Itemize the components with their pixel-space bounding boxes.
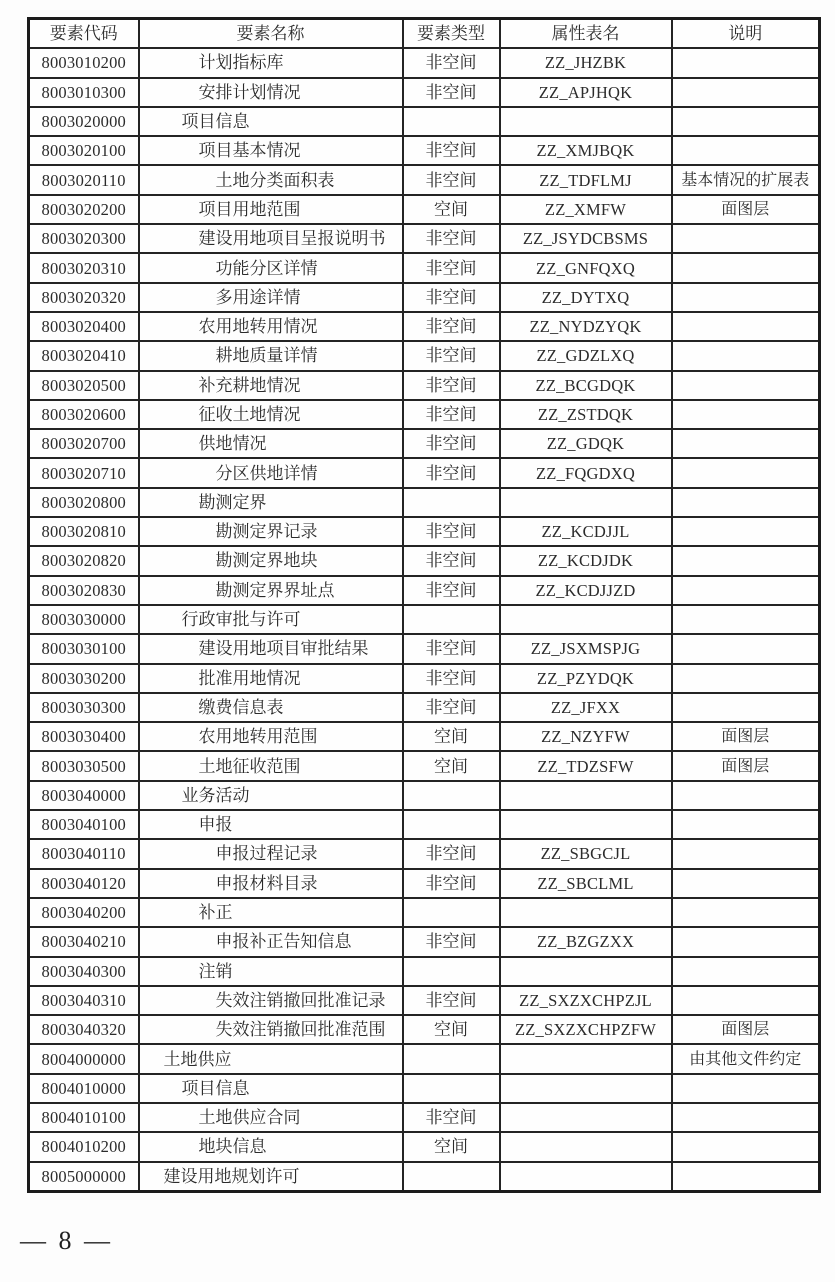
element-code-cell: 8003020410: [29, 341, 139, 370]
element-name-cell: 项目信息: [139, 1074, 403, 1103]
element-code-cell: 8003040110: [29, 839, 139, 868]
table-row: [29, 488, 820, 517]
element-code-cell: 8003040200: [29, 898, 139, 927]
attr-table-name-cell: ZZ_JSYDCBSMS: [500, 224, 672, 253]
column-header-attr-table: 属性表名: [500, 19, 672, 49]
attr-table-name-cell: ZZ_GDZLXQ: [500, 341, 672, 370]
element-code-cell: 8003040120: [29, 869, 139, 898]
table-row: [29, 1015, 820, 1044]
note-cell: [672, 312, 820, 341]
note-cell: [672, 136, 820, 165]
element-code-cell: 8004010100: [29, 1103, 139, 1132]
table-row: [29, 341, 820, 370]
attr-table-name-cell: ZZ_XMJBQK: [500, 136, 672, 165]
note-cell: [672, 957, 820, 986]
note-cell: [672, 1074, 820, 1103]
note-cell: [672, 253, 820, 282]
element-code-cell: 8003030500: [29, 751, 139, 780]
element-type-cell: [403, 810, 500, 839]
element-code-cell: 8003020200: [29, 195, 139, 224]
attr-table-name-cell: ZZ_TDZSFW: [500, 751, 672, 780]
element-code-cell: 8003020800: [29, 488, 139, 517]
element-code-cell: 8003020110: [29, 165, 139, 194]
table-row: [29, 576, 820, 605]
attr-table-name-cell: [500, 957, 672, 986]
element-type-cell: 非空间: [403, 224, 500, 253]
note-cell: [672, 810, 820, 839]
element-name-cell: 地块信息: [139, 1132, 403, 1161]
note-cell: 面图层: [672, 722, 820, 751]
table-row: [29, 1103, 820, 1132]
element-code-cell: 8003030100: [29, 634, 139, 663]
table-row: [29, 751, 820, 780]
element-name-cell: 勘测定界记录: [139, 517, 403, 546]
table-row: [29, 693, 820, 722]
note-cell: 面图层: [672, 751, 820, 780]
column-header-element-name: 要素名称: [139, 19, 403, 49]
table-row: [29, 136, 820, 165]
attr-table-name-cell: [500, 605, 672, 634]
note-cell: [672, 107, 820, 136]
table-row: [29, 78, 820, 107]
table-row: [29, 400, 820, 429]
note-cell: [672, 1162, 820, 1192]
column-header-element-code: 要素代码: [29, 19, 139, 49]
attr-table-name-cell: [500, 781, 672, 810]
element-code-cell: 8003020700: [29, 429, 139, 458]
element-name-cell: 项目信息: [139, 107, 403, 136]
attr-table-name-cell: ZZ_GNFQXQ: [500, 253, 672, 282]
element-name-cell: 失效注销撤回批准记录: [139, 986, 403, 1015]
element-type-cell: 非空间: [403, 546, 500, 575]
element-type-cell: 空间: [403, 722, 500, 751]
element-name-cell: 行政审批与许可: [139, 605, 403, 634]
element-type-cell: 空间: [403, 1132, 500, 1161]
note-cell: [672, 605, 820, 634]
attr-table-name-cell: [500, 1103, 672, 1132]
table-row: [29, 839, 820, 868]
element-name-cell: 耕地质量详情: [139, 341, 403, 370]
table-row: [29, 48, 820, 77]
element-type-cell: 非空间: [403, 927, 500, 956]
table-row: [29, 605, 820, 634]
table-row: [29, 722, 820, 751]
element-name-cell: 供地情况: [139, 429, 403, 458]
element-name-cell: 功能分区详情: [139, 253, 403, 282]
note-cell: [672, 341, 820, 370]
element-name-cell: 农用地转用范围: [139, 722, 403, 751]
table-row: [29, 107, 820, 136]
note-cell: [672, 634, 820, 663]
note-cell: [672, 927, 820, 956]
element-code-cell: 8003030000: [29, 605, 139, 634]
element-type-cell: [403, 781, 500, 810]
attr-table-name-cell: [500, 1044, 672, 1073]
note-cell: 面图层: [672, 1015, 820, 1044]
attr-table-name-cell: [500, 1162, 672, 1192]
table-row: [29, 312, 820, 341]
element-type-cell: 非空间: [403, 371, 500, 400]
column-header-note: 说明: [672, 19, 820, 49]
note-cell: [672, 78, 820, 107]
element-name-cell: 申报过程记录: [139, 839, 403, 868]
note-cell: [672, 488, 820, 517]
element-type-cell: 空间: [403, 195, 500, 224]
note-cell: 面图层: [672, 195, 820, 224]
element-type-cell: [403, 107, 500, 136]
attr-table-name-cell: ZZ_KCDJJZD: [500, 576, 672, 605]
element-name-cell: 项目用地范围: [139, 195, 403, 224]
table-row: [29, 634, 820, 663]
table-row: [29, 664, 820, 693]
attr-table-name-cell: ZZ_XMFW: [500, 195, 672, 224]
element-type-cell: 空间: [403, 751, 500, 780]
note-cell: [672, 1103, 820, 1132]
note-cell: [672, 283, 820, 312]
attr-table-name-cell: [500, 1132, 672, 1161]
page-number: — 8 —: [20, 1226, 113, 1255]
note-cell: [672, 986, 820, 1015]
element-type-cell: 非空间: [403, 576, 500, 605]
note-cell: [672, 546, 820, 575]
element-name-cell: 土地分类面积表: [139, 165, 403, 194]
element-code-cell: 8003020500: [29, 371, 139, 400]
note-cell: [672, 869, 820, 898]
note-cell: [672, 371, 820, 400]
element-name-cell: 批准用地情况: [139, 664, 403, 693]
attr-table-name-cell: ZZ_SXZXCHPZFW: [500, 1015, 672, 1044]
attr-table-name-cell: [500, 488, 672, 517]
attr-table-name-cell: [500, 1074, 672, 1103]
attr-table-name-cell: ZZ_SBCLML: [500, 869, 672, 898]
attr-table-name-cell: ZZ_NZYFW: [500, 722, 672, 751]
element-name-cell: 建设用地项目审批结果: [139, 634, 403, 663]
attr-table-name-cell: ZZ_KCDJDK: [500, 546, 672, 575]
element-name-cell: 土地供应合同: [139, 1103, 403, 1132]
table-row: [29, 429, 820, 458]
element-code-cell: 8003020310: [29, 253, 139, 282]
table-row: [29, 957, 820, 986]
attr-table-name-cell: ZZ_JSXMSPJG: [500, 634, 672, 663]
table-row: [29, 224, 820, 253]
element-name-cell: 征收土地情况: [139, 400, 403, 429]
element-name-cell: 申报补正告知信息: [139, 927, 403, 956]
attr-table-name-cell: ZZ_DYTXQ: [500, 283, 672, 312]
attr-table-name-cell: ZZ_NYDZYQK: [500, 312, 672, 341]
attr-table-name-cell: ZZ_BCGDQK: [500, 371, 672, 400]
note-cell: 基本情况的扩展表: [672, 165, 820, 194]
element-code-cell: 8003040310: [29, 986, 139, 1015]
element-type-cell: 非空间: [403, 664, 500, 693]
note-cell: [672, 664, 820, 693]
table-row: [29, 371, 820, 400]
element-type-cell: 非空间: [403, 839, 500, 868]
element-name-cell: 农用地转用情况: [139, 312, 403, 341]
element-type-cell: 非空间: [403, 48, 500, 77]
element-code-cell: 8004000000: [29, 1044, 139, 1073]
element-type-cell: 非空间: [403, 458, 500, 487]
note-cell: [672, 458, 820, 487]
note-cell: [672, 1132, 820, 1161]
element-code-cell: 8005000000: [29, 1162, 139, 1192]
element-type-cell: 非空间: [403, 283, 500, 312]
element-type-cell: 非空间: [403, 253, 500, 282]
element-name-cell: 勘测定界界址点: [139, 576, 403, 605]
table-row: [29, 869, 820, 898]
element-name-cell: 建设用地项目呈报说明书: [139, 224, 403, 253]
element-code-cell: 8003020830: [29, 576, 139, 605]
table-row: [29, 165, 820, 194]
element-type-cell: 非空间: [403, 429, 500, 458]
element-name-cell: 勘测定界: [139, 488, 403, 517]
note-cell: [672, 693, 820, 722]
element-code-cell: 8003020600: [29, 400, 139, 429]
table-row: [29, 1044, 820, 1073]
table-row: [29, 1132, 820, 1161]
element-code-cell: 8003020400: [29, 312, 139, 341]
attr-table-name-cell: ZZ_JFXX: [500, 693, 672, 722]
note-cell: [672, 839, 820, 868]
element-type-cell: 空间: [403, 1015, 500, 1044]
element-type-cell: 非空间: [403, 693, 500, 722]
element-code-cell: 8003020710: [29, 458, 139, 487]
table-body: [29, 48, 820, 1191]
element-code-cell: 8004010000: [29, 1074, 139, 1103]
element-code-cell: 8003040000: [29, 781, 139, 810]
attr-table-name-cell: ZZ_KCDJJL: [500, 517, 672, 546]
element-name-cell: 项目基本情况: [139, 136, 403, 165]
element-code-cell: 8003030300: [29, 693, 139, 722]
element-type-cell: [403, 957, 500, 986]
attr-table-name-cell: [500, 810, 672, 839]
element-type-cell: 非空间: [403, 869, 500, 898]
attr-table-name-cell: ZZ_PZYDQK: [500, 664, 672, 693]
element-name-cell: 失效注销撤回批准范围: [139, 1015, 403, 1044]
element-code-cell: 8003030400: [29, 722, 139, 751]
column-header-element-type: 要素类型: [403, 19, 500, 49]
element-name-cell: 补正: [139, 898, 403, 927]
element-name-cell: 注销: [139, 957, 403, 986]
table-row: [29, 546, 820, 575]
element-name-cell: 申报: [139, 810, 403, 839]
element-name-cell: 计划指标库: [139, 48, 403, 77]
element-name-cell: 土地供应: [139, 1044, 403, 1073]
attr-table-name-cell: ZZ_SXZXCHPZJL: [500, 986, 672, 1015]
element-name-cell: 勘测定界地块: [139, 546, 403, 575]
element-type-cell: 非空间: [403, 341, 500, 370]
element-type-cell: [403, 605, 500, 634]
element-code-cell: 8003020300: [29, 224, 139, 253]
attr-table-name-cell: [500, 898, 672, 927]
element-type-cell: 非空间: [403, 634, 500, 663]
element-code-cell: 8003020100: [29, 136, 139, 165]
element-code-cell: 8003020320: [29, 283, 139, 312]
element-name-cell: 补充耕地情况: [139, 371, 403, 400]
attr-table-name-cell: ZZ_SBGCJL: [500, 839, 672, 868]
attr-table-name-cell: ZZ_GDQK: [500, 429, 672, 458]
element-code-cell: 8003020820: [29, 546, 139, 575]
note-cell: [672, 576, 820, 605]
element-code-cell: 8003040100: [29, 810, 139, 839]
element-name-cell: 申报材料目录: [139, 869, 403, 898]
attr-table-name-cell: ZZ_BZGZXX: [500, 927, 672, 956]
table-row: [29, 253, 820, 282]
table-row: [29, 810, 820, 839]
note-cell: [672, 429, 820, 458]
table-row: [29, 1074, 820, 1103]
note-cell: [672, 48, 820, 77]
element-type-cell: [403, 898, 500, 927]
element-type-cell: 非空间: [403, 517, 500, 546]
element-type-cell: 非空间: [403, 136, 500, 165]
element-code-cell: 8003020000: [29, 107, 139, 136]
element-code-cell: 8003010300: [29, 78, 139, 107]
element-type-cell: [403, 1044, 500, 1073]
table-row: [29, 517, 820, 546]
attr-table-name-cell: ZZ_APJHQK: [500, 78, 672, 107]
table-row: [29, 986, 820, 1015]
note-cell: [672, 400, 820, 429]
note-cell: [672, 517, 820, 546]
element-type-cell: [403, 1162, 500, 1192]
element-code-cell: 8003020810: [29, 517, 139, 546]
element-name-cell: 安排计划情况: [139, 78, 403, 107]
attr-table-name-cell: ZZ_TDFLMJ: [500, 165, 672, 194]
element-code-cell: 8003010200: [29, 48, 139, 77]
note-cell: [672, 224, 820, 253]
element-type-cell: [403, 1074, 500, 1103]
table-row: [29, 898, 820, 927]
table-row: [29, 195, 820, 224]
table-row: [29, 283, 820, 312]
element-name-cell: 分区供地详情: [139, 458, 403, 487]
element-type-cell: 非空间: [403, 986, 500, 1015]
element-name-cell: 建设用地规划许可: [139, 1162, 403, 1192]
element-code-cell: 8003030200: [29, 664, 139, 693]
element-type-cell: 非空间: [403, 78, 500, 107]
table-row: [29, 1162, 820, 1192]
element-name-cell: 缴费信息表: [139, 693, 403, 722]
element-table: [27, 17, 821, 1193]
note-cell: 由其他文件约定: [672, 1044, 820, 1073]
element-type-cell: 非空间: [403, 312, 500, 341]
attr-table-name-cell: [500, 107, 672, 136]
element-code-cell: 8004010200: [29, 1132, 139, 1161]
note-cell: [672, 781, 820, 810]
note-cell: [672, 898, 820, 927]
element-name-cell: 土地征收范围: [139, 751, 403, 780]
element-code-cell: 8003040320: [29, 1015, 139, 1044]
element-code-cell: 8003040300: [29, 957, 139, 986]
table-row: [29, 458, 820, 487]
table-row: [29, 927, 820, 956]
attr-table-name-cell: ZZ_ZSTDQK: [500, 400, 672, 429]
element-type-cell: 非空间: [403, 165, 500, 194]
element-name-cell: 多用途详情: [139, 283, 403, 312]
attr-table-name-cell: ZZ_FQGDXQ: [500, 458, 672, 487]
table-header-row: [29, 19, 820, 49]
element-type-cell: [403, 488, 500, 517]
element-name-cell: 业务活动: [139, 781, 403, 810]
element-type-cell: 非空间: [403, 1103, 500, 1132]
table-row: [29, 781, 820, 810]
element-code-cell: 8003040210: [29, 927, 139, 956]
attr-table-name-cell: ZZ_JHZBK: [500, 48, 672, 77]
element-type-cell: 非空间: [403, 400, 500, 429]
